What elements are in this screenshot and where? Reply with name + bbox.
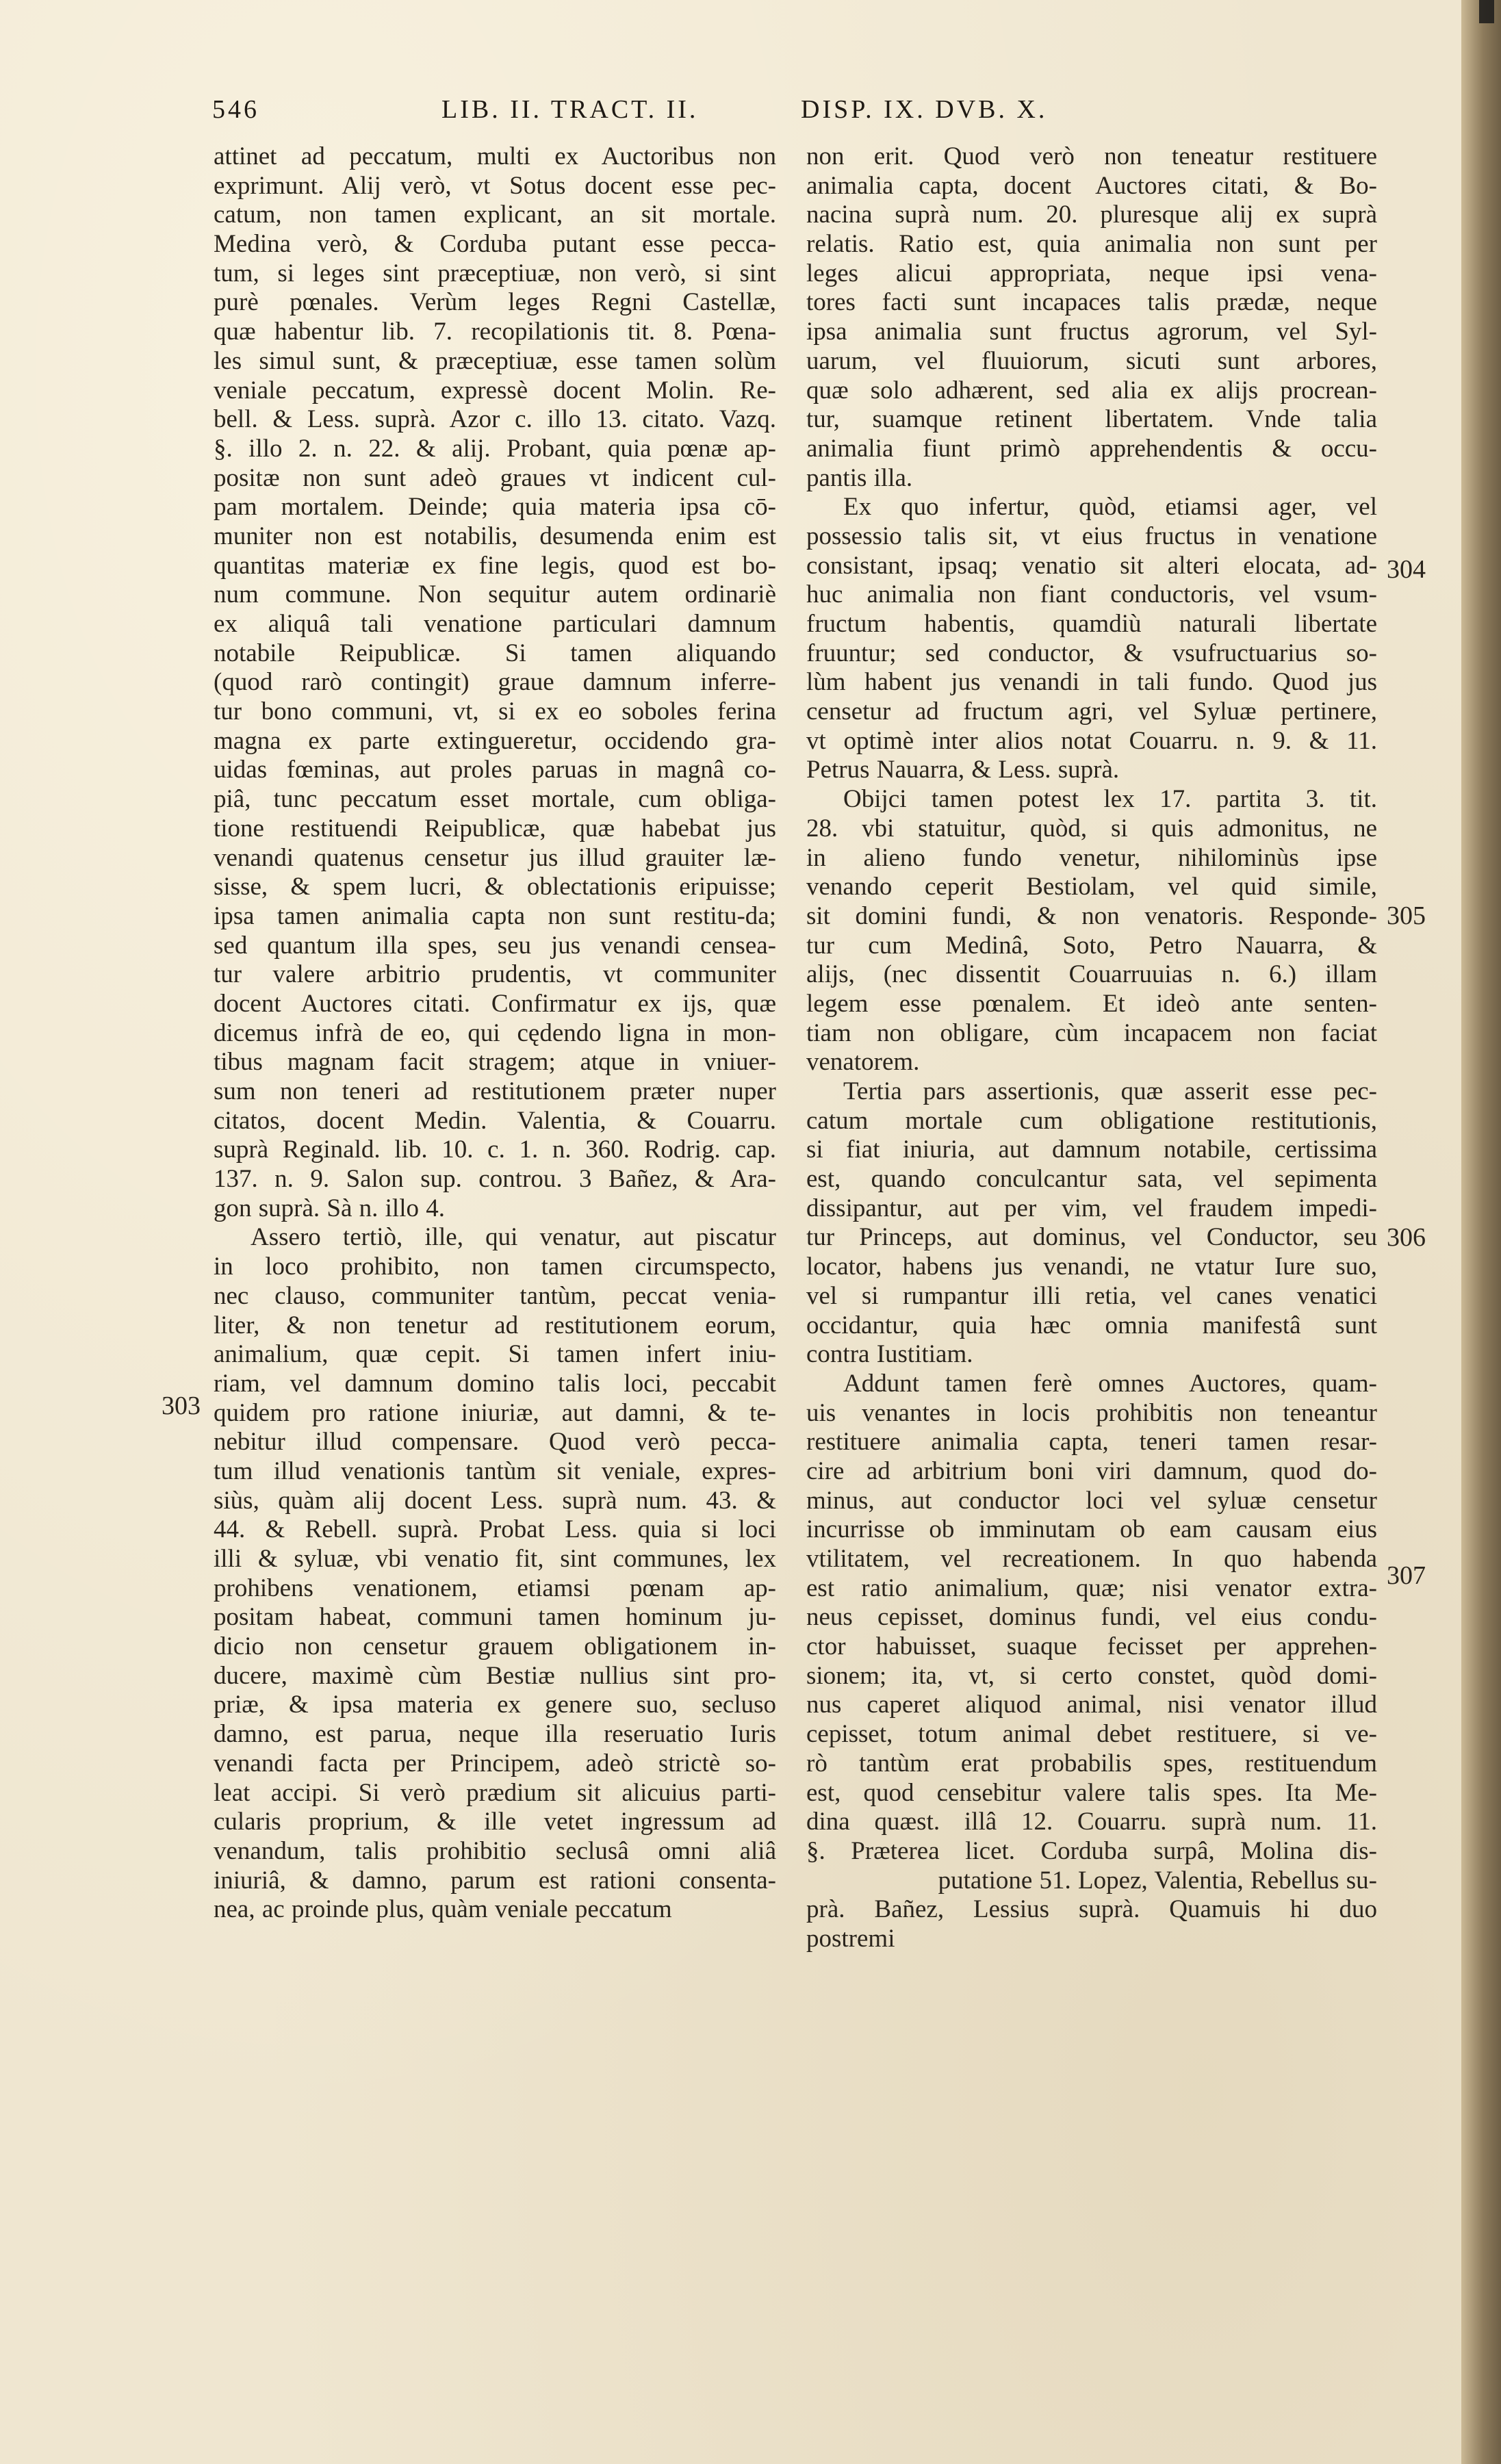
text-line: uidas fœminas, aut proles paruas in magnâ co-	[214, 756, 776, 784]
text-line: nec clauso, communiter tantùm, peccat venia-	[214, 1281, 776, 1310]
text-line: venandum, talis prohibitio seclusâ omni aliâ	[214, 1836, 776, 1865]
text-line: §. Præterea licet. Corduba surpâ, Molina dis-	[806, 1836, 1377, 1865]
text-line: ex aliquâ tali venatione particulari damnum	[214, 610, 776, 638]
text-line: nebitur illud compensare. Quod verò pecca-	[214, 1428, 776, 1456]
binding-edge	[1461, 0, 1501, 2464]
text-line: rò tantùm erat probabilis spes, restituendum	[806, 1749, 1377, 1778]
text-line: cire ad arbitrium boni viri damnum, quod do-	[806, 1456, 1377, 1485]
text-line: §. illo 2. n. 22. & alij. Probant, quia pœnæ ap-	[214, 434, 776, 463]
text-line: censetur ad fructum agri, vel Syluæ pertinere,	[806, 697, 1377, 726]
text-line: tione restituendi Reipublicæ, quæ habebat jus	[214, 814, 776, 843]
text-line: animalia fiunt primò apprehendentis & occu-	[806, 434, 1377, 463]
text-line: sisse, & spem lucri, & oblectationis eripuisse;	[214, 873, 776, 901]
margin-number-305: 305	[1387, 901, 1426, 930]
margin-number-303: 303	[162, 1391, 201, 1420]
binding-mark	[1479, 0, 1494, 23]
text-line: leat accipi. Si verò prædium sit alicuius parti-	[214, 1778, 776, 1807]
text-line: postremi	[806, 1924, 895, 1953]
text-line: animalia capta, docent Auctores citati, & Bo-	[806, 171, 1377, 200]
text-line: quidem pro ratione iniuriæ, aut damni, & te-	[214, 1398, 776, 1427]
text-line: huc animalia non fiant conductoris, vel vsum-	[806, 580, 1377, 609]
text-line: in alieno fundo venetur, nihilominùs ipse	[806, 843, 1377, 872]
text-line: lùm habent jus venandi in tali fundo. Quod jus	[806, 668, 1377, 697]
text-line: positam habeat, communi tamen hominum ju-	[214, 1603, 776, 1632]
text-line: Medina verò, & Corduba putant esse pecca-	[214, 230, 776, 259]
text-line: 44. & Rebell. suprà. Probat Less. quia si loci	[214, 1515, 776, 1544]
text-line: dina quæst. illâ 12. Couarru. suprà num. 11.	[806, 1808, 1377, 1836]
text-line: occidantur, quia hæc omnia manifestâ sunt	[806, 1311, 1377, 1339]
text-line: sit domini fundi, & non venatoris. Responde-	[806, 901, 1377, 930]
text-line: ipsa tamen animalia capta non sunt restitu-da;	[214, 901, 776, 930]
page-number: 546	[212, 95, 259, 124]
margin-number-306: 306	[1387, 1223, 1426, 1252]
text-line: uarum, vel fluuiorum, sicuti sunt arbores,	[806, 346, 1377, 375]
text-line: alijs, (nec dissentit Couarruuias n. 6.) illam	[806, 960, 1377, 989]
text-line: minus, aut conductor loci vel syluæ censetur	[806, 1486, 1377, 1515]
left-column	[214, 142, 776, 1925]
text-line: in loco prohibito, non tamen circumspecto,	[214, 1253, 776, 1281]
text-line: consistant, ipsaq; venatio sit alteri elocata, ad-	[806, 551, 1377, 580]
text-line: catum mortale cum obligatione restitutionis,	[806, 1106, 1377, 1135]
text-line: riam, vel damnum domino talis loci, peccabit	[214, 1369, 776, 1398]
text-line: prohibens venationem, etiamsi pœnam ap-	[214, 1574, 776, 1602]
text-line: Assero tertiò, ille, qui venatur, aut piscatur	[251, 1223, 776, 1252]
text-line: quæ habentur lib. 7. recopilationis tit. 8. Pœna-	[214, 318, 776, 346]
text-line: Tertia pars assertionis, quæ asserit esse pec-	[843, 1077, 1377, 1105]
text-line: nus caperet aliquod animal, nisi venator illud	[806, 1691, 1377, 1719]
text-line: piâ, tunc peccatum esset mortale, cum obliga-	[214, 785, 776, 814]
running-head-right: DISP. IX. DVB. X.	[801, 95, 1048, 124]
text-line: illi & syluæ, vbi venatio fit, sint communes, lex	[214, 1545, 776, 1573]
text-line: vel si rumpantur illi retia, vel canes venatici	[806, 1281, 1377, 1310]
text-line: sed quantum illa spes, seu jus venandi censea-	[214, 931, 776, 960]
text-line: (quod rarò contingit) graue damnum inferre-	[214, 668, 776, 697]
text-line: tibus magnam facit stragem; atque in vniuer-	[214, 1048, 776, 1077]
text-line: uis venantes in locis prohibitis non teneantur	[806, 1398, 1377, 1427]
text-line: quæ solo adhærent, sed alia ex alijs procrean-	[806, 376, 1377, 405]
text-line: siùs, quàm alij docent Less. suprà num. 43. &	[214, 1486, 776, 1515]
text-line: cepisset, totum animal debet restituere, si ve-	[806, 1720, 1377, 1749]
text-line: sum non teneri ad restitutionem præter nuper	[214, 1077, 776, 1105]
text-line: dicio non censetur grauem obligationem in-	[214, 1632, 776, 1661]
text-line: pantis illa.	[806, 463, 913, 492]
text-line: neus cepisset, dominus fundi, vel eius condu-	[806, 1603, 1377, 1632]
text-line: liter, & non tenetur ad restitutionem eorum,	[214, 1311, 776, 1339]
text-line: incurrisse ob imminutam ob eam causam eius	[806, 1515, 1377, 1544]
text-line: Petrus Nauarra, & Less. suprà.	[806, 756, 1120, 784]
text-line: 137. n. 9. Salon sup. controu. 3 Bañez, & Ara-	[214, 1165, 776, 1194]
text-line: gon suprà. Sà n. illo 4.	[214, 1194, 445, 1222]
running-head-left: LIB. II. TRACT. II.	[441, 95, 699, 124]
text-line: damno, est parua, neque illa reseruatio Iuris	[214, 1720, 776, 1749]
text-line: tum, si leges sint præceptiuæ, non verò, si sint	[214, 259, 776, 287]
text-line: tiam non obligare, cùm incapacem non faciat	[806, 1018, 1377, 1047]
text-line: contra Iustitiam.	[806, 1340, 973, 1369]
text-line: tur valere arbitrio prudentis, vt communiter	[214, 960, 776, 989]
text-line: 28. vbi statuitur, quòd, si quis admonitus, ne	[806, 814, 1377, 843]
text-line: venandi quatenus censetur jus illud grauiter læ-	[214, 843, 776, 872]
text-line: prà. Bañez, Lessius suprà. Quamuis hi duo	[806, 1895, 1377, 1924]
text-line: veniale peccatum, expressè docent Molin. Re-	[214, 376, 776, 405]
text-line: est, quando conculcantur sata, vel sepimenta	[806, 1165, 1377, 1194]
text-line: tur bono communi, vt, si ex eo soboles ferina	[214, 697, 776, 726]
text-line: tum illud venationis tantùm sit veniale, expres-	[214, 1456, 776, 1485]
text-line: venatorem.	[806, 1048, 920, 1077]
text-line: positæ non sunt adeò graues vt indicent cul-	[214, 463, 776, 492]
text-line: putatione 51. Lopez, Valentia, Rebellus su-	[938, 1866, 1377, 1895]
text-line: cularis proprium, & ille vetet ingressum ad	[214, 1808, 776, 1836]
text-line: relatis. Ratio est, quia animalia non sunt per	[806, 230, 1377, 259]
text-line: iniuriâ, & damno, parum est rationi consenta-	[214, 1866, 776, 1895]
text-line: tur Princeps, aut dominus, vel Conductor, seu	[806, 1223, 1377, 1252]
text-line: ctor habuisset, suaque fecisset per apprehen-	[806, 1632, 1377, 1661]
text-line: nacina suprà num. 20. pluresque alij ex suprà	[806, 201, 1377, 229]
text-line: fructum habentis, quamdiù naturali libertate	[806, 610, 1377, 638]
right-column	[806, 142, 1377, 1954]
text-line: docent Auctores citati. Confirmatur ex ijs, quæ	[214, 989, 776, 1018]
text-line: notabile Reipublicæ. Si tamen aliquando	[214, 639, 776, 667]
text-line: attinet ad peccatum, multi ex Auctoribus non	[214, 142, 776, 170]
text-line: num commune. Non sequitur autem ordinariè	[214, 580, 776, 609]
text-line: fruuntur; sed conductor, & vsufructuarius so-	[806, 639, 1377, 667]
text-line: dicemus infrà de eo, qui cędendo ligna in mon-	[214, 1018, 776, 1047]
text-line: citatos, docent Medin. Valentia, & Couarru.	[214, 1106, 776, 1135]
text-line: muniter non est notabilis, desumenda enim est	[214, 522, 776, 550]
text-line: pam mortalem. Deinde; quia materia ipsa cō-	[214, 493, 776, 522]
text-line: tur, suamque retinent libertatem. Vnde talia	[806, 405, 1377, 434]
text-line: nea, ac proinde plus, quàm veniale peccatum	[214, 1895, 672, 1924]
text-line: dissipantur, aut per vim, vel fraudem impedi-	[806, 1194, 1377, 1222]
text-line: bell. & Less. suprà. Azor c. illo 13. citato. Vazq.	[214, 405, 776, 434]
margin-number-307: 307	[1387, 1561, 1426, 1590]
text-line: non erit. Quod verò non teneatur restituere	[806, 142, 1377, 170]
text-line: restituere animalia capta, teneri tamen resar-	[806, 1428, 1377, 1456]
text-line: Ex quo infertur, quòd, etiamsi ager, vel	[843, 493, 1377, 522]
text-line: est, quod censebitur valere talis spes. Ita Me-	[806, 1778, 1377, 1807]
text-line: catum, non tamen explicant, an sit mortale.	[214, 201, 776, 229]
text-line: tores facti sunt incapaces talis prædæ, neque	[806, 288, 1377, 317]
text-line: ducere, maximè cùm Bestiæ nullius sint pro-	[214, 1661, 776, 1690]
text-line: legem esse pœnalem. Et ideò ante senten-	[806, 989, 1377, 1018]
text-line: tur cum Medinâ, Soto, Petro Nauarra, &	[806, 931, 1377, 960]
text-line: est ratio animalium, quæ; nisi venator extra-	[806, 1574, 1377, 1602]
text-line: venando ceperit Bestiolam, vel quid simile,	[806, 873, 1377, 901]
text-line: ipsa animalia sunt fructus agrorum, vel Syl-	[806, 318, 1377, 346]
text-line: priæ, & ipsa materia ex genere suo, secluso	[214, 1691, 776, 1719]
text-line: exprimunt. Alij verò, vt Sotus docent esse pec-	[214, 171, 776, 200]
text-line: vt optimè inter alios notat Couarru. n. 9. & 11.	[806, 726, 1377, 755]
text-line: les simul sunt, & præceptiuæ, esse tamen solùm	[214, 346, 776, 375]
text-line: animalium, quæ cepit. Si tamen infert iniu-	[214, 1340, 776, 1369]
text-line: vtilitatem, vel recreationem. In quo habenda	[806, 1545, 1377, 1573]
text-line: suprà Reginald. lib. 10. c. 1. n. 360. Rodrig. cap.	[214, 1135, 776, 1164]
text-line: Addunt tamen ferè omnes Auctores, quam-	[843, 1369, 1377, 1398]
text-line: magna ex parte extingueretur, occidendo gra-	[214, 726, 776, 755]
text-line: venandi facta per Principem, adeò strictè so-	[214, 1749, 776, 1778]
text-line: leges alicui appropriata, neque ipsi vena-	[806, 259, 1377, 287]
text-line: quantitas materiæ ex fine legis, quod est bo-	[214, 551, 776, 580]
margin-number-304: 304	[1387, 555, 1426, 584]
text-line: sionem; ita, vt, si certo constet, quòd domi-	[806, 1661, 1377, 1690]
text-line: possessio talis sit, vt eius fructus in venatione	[806, 522, 1377, 550]
text-line: Obijci tamen potest lex 17. partita 3. tit.	[843, 785, 1377, 814]
text-line: si fiat iniuria, aut damnum notabile, certissima	[806, 1135, 1377, 1164]
text-line: locator, habens jus venandi, ne vtatur Iure suo,	[806, 1253, 1377, 1281]
text-line: purè pœnales. Verùm leges Regni Castellæ,	[214, 288, 776, 317]
running-head	[212, 94, 1376, 136]
